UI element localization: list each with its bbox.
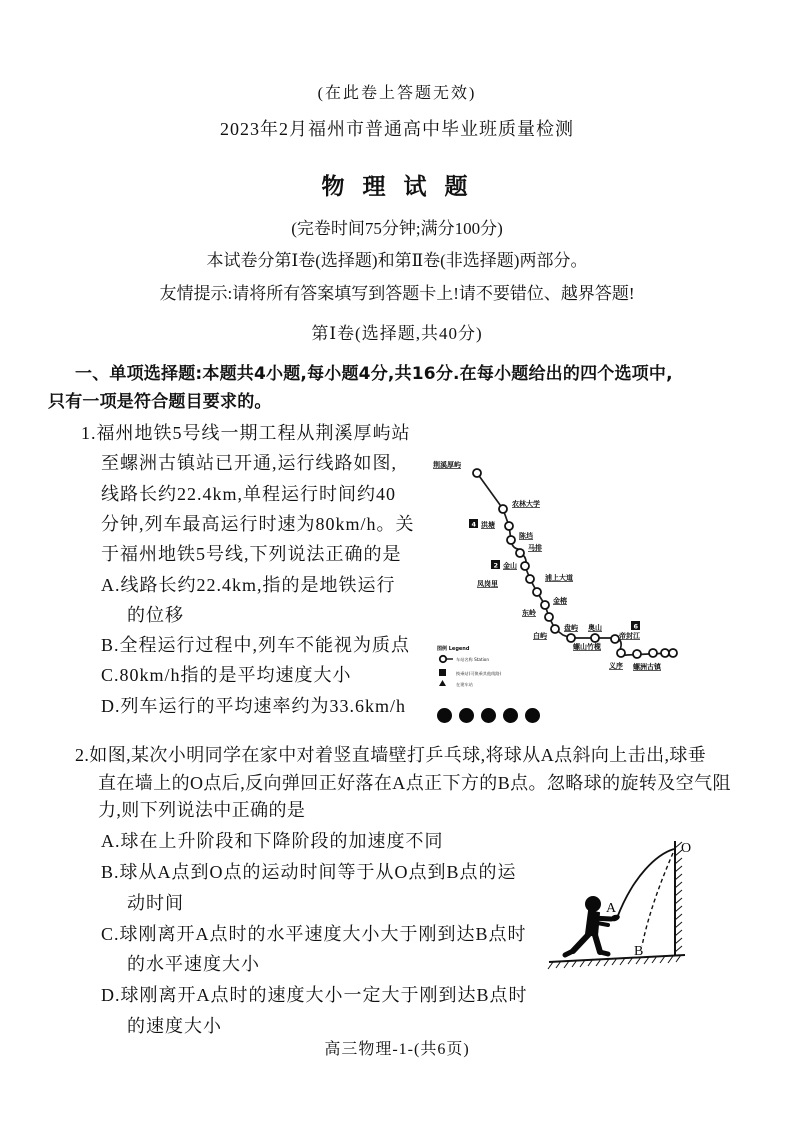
station-marker-icon xyxy=(541,601,549,609)
legend-transfer-icon xyxy=(439,669,446,676)
section1-heading-line2: 只有一项是符合题目要求的。 xyxy=(48,392,272,412)
question1-line: 分钟,列车最高运行时速为80km/h。关 xyxy=(101,514,415,534)
terminal-station-icon xyxy=(661,649,669,657)
bullet-dot xyxy=(503,708,518,723)
transfer-badge-number: 2 xyxy=(493,561,499,570)
legend-under-construction-icon xyxy=(439,680,446,686)
station-label: 金山 xyxy=(503,562,517,570)
upward-trajectory xyxy=(617,849,674,918)
station-label: 马排 xyxy=(528,544,542,552)
station-label: 帝封江 xyxy=(619,632,640,640)
station-label: 东岭 xyxy=(522,609,536,617)
bullet-dot xyxy=(437,708,452,723)
station-label: 义序 xyxy=(609,662,623,670)
ball-wall-figure xyxy=(545,828,750,993)
question2-option-d-cont: 的速度大小 xyxy=(127,1016,222,1036)
terminal-station-icon xyxy=(669,649,677,657)
station-label: 螺山竹榄 xyxy=(573,643,601,651)
exam-title: 2023年2月福州市普通高中毕业班质量检测 xyxy=(220,119,574,139)
point-o-label: O xyxy=(681,841,692,856)
legend-station-icon xyxy=(440,656,446,662)
transfer-badge-number: 6 xyxy=(633,622,639,631)
station-label: 白屿 xyxy=(533,632,547,640)
station-marker-icon xyxy=(649,649,657,657)
page-footer: 高三物理-1-(共6页) xyxy=(324,1041,470,1058)
station-marker-icon xyxy=(473,469,481,477)
section1-heading-line1: 一、单项选择题:本题共4小题,每小题4分,共16分.在每小题给出的四个选项中, xyxy=(75,364,673,384)
paper-structure-line: 本试卷分第Ⅰ卷(选择题)和第Ⅱ卷(非选择题)两部分。 xyxy=(206,251,588,270)
bullet-dot xyxy=(459,708,474,723)
station-label: 螺洲古镇 xyxy=(633,663,661,671)
question1-option-b: B.全程运行过程中,列车不能视为质点 xyxy=(101,635,411,655)
point-b-label: B xyxy=(634,944,644,959)
question2-line: 直在墙上的O点后,反向弹回正好落在A点正下方的B点。忽略球的旋转及空气阻 xyxy=(98,773,731,793)
station-marker-icon xyxy=(499,505,507,513)
station-marker-icon xyxy=(633,650,641,658)
station-label: 凤岗里 xyxy=(477,580,498,588)
question2-line: 力,则下列说法中正确的是 xyxy=(98,800,306,820)
station-label: 金榕 xyxy=(553,597,567,605)
station-label: 农林大学 xyxy=(512,500,540,508)
bullet-dot xyxy=(481,708,496,723)
point-a-label: A xyxy=(606,901,617,916)
question2-option-d: D.球刚离开A点时的速度大小一定大于刚到达B点时 xyxy=(101,985,528,1005)
station-marker-icon xyxy=(516,549,524,557)
station-label: 盘屿 xyxy=(564,624,578,632)
question2-option-b-cont: 动时间 xyxy=(127,893,184,913)
question2-option-c-cont: 的水平速度大小 xyxy=(127,954,260,974)
bullet-dots-row xyxy=(437,708,540,723)
station-marker-icon xyxy=(551,625,559,633)
question2-option-c: C.球刚离开A点时的水平速度大小大于刚到达B点时 xyxy=(101,924,527,944)
invalid-answer-notice: (在此卷上答题无效) xyxy=(317,85,477,102)
station-label: 浦上大道 xyxy=(545,574,573,582)
map-legend-item: 车站名称 Station xyxy=(456,657,489,662)
subject-title: 物 理 试 题 xyxy=(321,174,473,200)
map-legend-item: 换乘站(可换乘其他线路) xyxy=(456,671,502,676)
station-marker-icon xyxy=(545,613,553,621)
station-marker-icon xyxy=(507,536,515,544)
question1-option-c: C.80km/h指的是平均速度大小 xyxy=(101,665,352,685)
question1-option-a-cont: 的位移 xyxy=(127,605,184,625)
duration-score-line: (完卷时间75分钟;满分100分) xyxy=(291,219,503,238)
station-marker-icon xyxy=(526,575,534,583)
station-marker-icon xyxy=(617,649,625,657)
question1-line: 1.福州地铁5号线一期工程从荆溪厚屿站 xyxy=(81,423,411,443)
wall-hatching xyxy=(675,842,682,952)
station-marker-icon xyxy=(521,562,529,570)
question1-option-a: A.线路长约22.4km,指的是地铁运行 xyxy=(101,575,396,595)
station-marker-icon xyxy=(567,634,575,642)
question1-option-d: D.列车运行的平均速率约为33.6km/h xyxy=(101,696,406,716)
question2-option-b: B.球从A点到O点的运动时间等于从O点到B点的运 xyxy=(101,862,517,882)
station-marker-icon xyxy=(591,634,599,642)
question1-line: 线路长约22.4km,单程运行时间约40 xyxy=(101,484,396,504)
transfer-badge-number: 4 xyxy=(471,520,477,529)
station-marker-icon xyxy=(533,588,541,596)
station-marker-icon xyxy=(611,635,619,643)
question2-option-a: A.球在上升阶段和下降阶段的加速度不同 xyxy=(101,831,444,851)
friendly-tip-line: 友情提示:请将所有答案填写到答题卡上!请不要错位、越界答题! xyxy=(159,284,635,303)
station-label: 陈垱 xyxy=(519,532,533,540)
question1-line: 至螺洲古镇站已开通,运行线路如图, xyxy=(101,453,397,473)
map-legend-title: 图例 Legend xyxy=(437,646,470,652)
station-label: 荆溪厚屿 xyxy=(433,461,461,469)
metro-line-map-figure xyxy=(425,449,697,701)
station-label: 奥山 xyxy=(588,624,602,632)
station-marker-icon xyxy=(505,522,513,530)
question1-line: 于福州地铁5号线,下列说法正确的是 xyxy=(101,544,402,564)
bullet-dot xyxy=(525,708,540,723)
part1-heading: 第Ⅰ卷(选择题,共40分) xyxy=(311,324,483,343)
question2-line: 2.如图,某次小明同学在家中对着竖直墙壁打乒乓球,将球从A点斜向上击出,球垂 xyxy=(75,745,707,765)
station-label: 洪塘 xyxy=(481,521,495,529)
map-legend-item: 在建车站 xyxy=(456,682,473,687)
